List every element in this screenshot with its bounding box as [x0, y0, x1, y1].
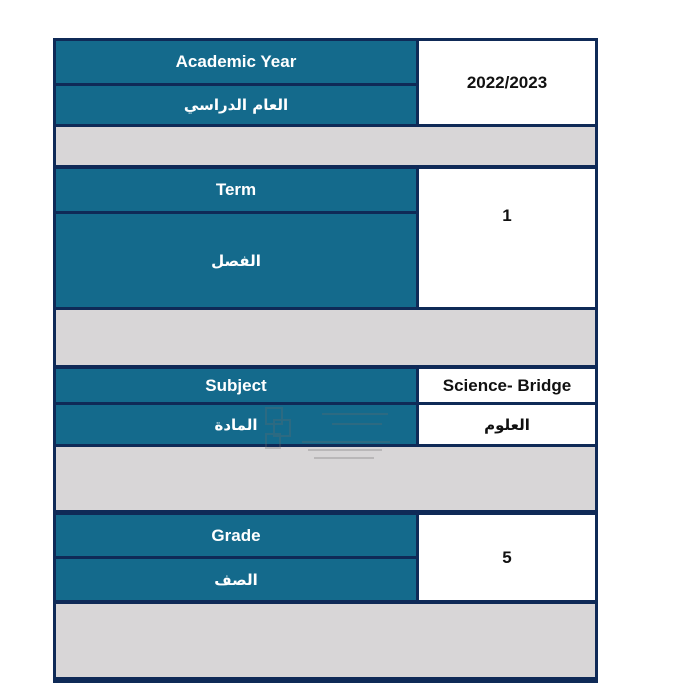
term-label-arabic-text: الفصل [211, 251, 261, 270]
academic-year-label-text: Academic Year [175, 52, 297, 71]
spacer-row-4 [56, 604, 595, 677]
subject-label [56, 369, 416, 402]
spacer-row-3 [56, 447, 595, 510]
term-value [419, 169, 595, 307]
grade-value-text: 5 [502, 547, 512, 567]
term-label-text: Term [215, 180, 257, 199]
academic-year-label-arabic-text: العام الدراسي [183, 96, 289, 114]
spacer-row-1 [56, 127, 595, 165]
term-label-arabic [56, 214, 416, 307]
term-value-text: 1 [502, 206, 512, 225]
subject-value-arabic-text: العلوم [484, 415, 530, 434]
subject-label-arabic-text: المادة [214, 415, 258, 434]
grade-label [56, 515, 416, 556]
subject-value-text: Science- Bridge [442, 375, 572, 395]
info-table [53, 38, 598, 683]
academic-year-value [419, 41, 595, 124]
academic-year-label [56, 41, 416, 83]
grade-label-arabic-text: الصف [214, 570, 258, 589]
grade-value [419, 515, 595, 600]
subject-value-arabic [419, 405, 595, 444]
term-label [56, 169, 416, 211]
subject-value [419, 369, 595, 402]
grade-label-text: Grade [211, 525, 261, 545]
spacer-row-2 [56, 310, 595, 365]
academic-year-value-text: 2022/2023 [466, 72, 548, 92]
subject-label-arabic [56, 405, 416, 444]
grade-label-arabic [56, 559, 416, 600]
academic-year-label-arabic [56, 86, 416, 124]
subject-label-text: Subject [205, 375, 267, 395]
